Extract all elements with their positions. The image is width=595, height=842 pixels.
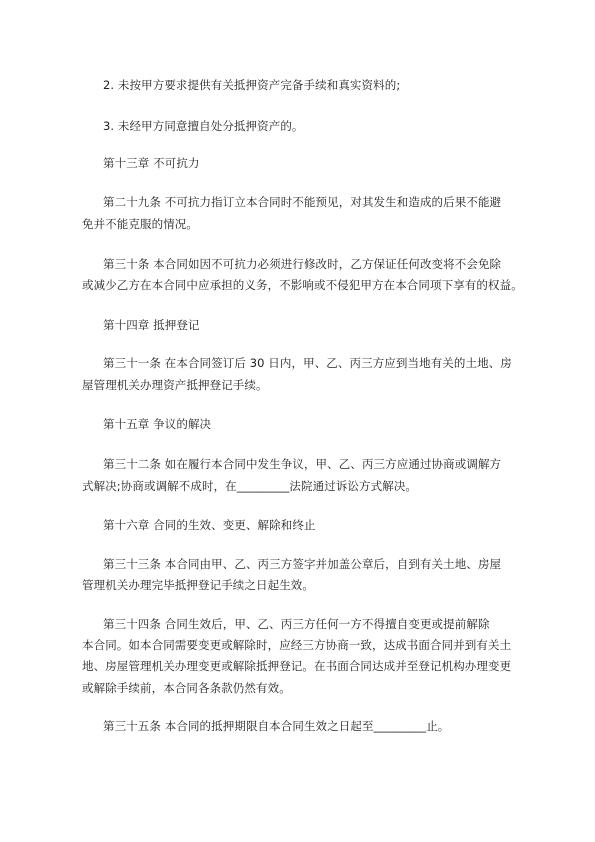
article-29-line-2: 免并不能克服的情况。: [82, 217, 198, 231]
article-30-line-2: 或减少乙方在本合同中应承担的义务，不影响或不侵犯甲方在本合同项下享有的权益。: [82, 278, 523, 292]
article-32-line-1: 第三十二条 如在履行本合同中发生争议，甲、乙、丙三方应通过协商或调解方: [103, 457, 502, 471]
article-33-line-2: 管理机关办理完毕抵押登记手续之日起生效。: [82, 578, 314, 592]
article-30-line-1: 第三十条 本合同如因不可抗力必须进行修改时，乙方保证任何改变将不会免除: [103, 257, 502, 271]
article-34-line-3: 地、房屋管理机关办理变更或解除抵押登记。在书面合同达成并至登记机构办理变更: [82, 659, 512, 673]
article-29-line-1: 第二十九条 不可抗力指订立本合同时不能预见，对其发生和造成的后果不能避: [103, 195, 502, 209]
article-34-line-1: 第三十四条 合同生效后，甲、乙、丙三方任何一方不得擅自变更或提前解除: [103, 617, 490, 631]
chapter-13-heading: 第十三章 不可抗力: [103, 156, 200, 170]
clause-item-2: 2. 未按甲方要求提供有关抵押资产完备手续和真实资料的;: [103, 78, 401, 92]
article-32-line-2: 式解决;协商或调解不成时，在_________法院通过诉讼方式解决。: [82, 479, 418, 493]
chapter-14-heading: 第十四章 抵押登记: [103, 318, 200, 332]
article-35-line-1: 第三十五条 本合同的抵押期限自本合同生效之日起至_________止。: [103, 719, 450, 733]
chapter-15-heading: 第十五章 争议的解决: [103, 417, 212, 431]
article-31-line-2: 屋管理机关办理资产抵押登记手续。: [82, 378, 268, 392]
article-33-line-1: 第三十三条 本合同由甲、乙、丙三方签字并加盖公章后，自到有关土地、房屋: [103, 557, 502, 571]
article-34-line-2: 本合同。如本合同需要变更或解除时，应经三方协商一致，达成书面合同并到有关土: [82, 638, 512, 652]
clause-item-3: 3. 未经甲方同意擅自处分抵押资产的。: [103, 119, 304, 133]
chapter-16-heading: 第十六章 合同的生效、变更、解除和终止: [103, 518, 316, 532]
article-31-line-1: 第三十一条 在本合同签订后 30 日内，甲、乙、丙三方应到当地有关的土地、房: [103, 356, 512, 370]
article-34-line-4: 或解除手续前，本合同各条款仍然有效。: [82, 681, 291, 695]
